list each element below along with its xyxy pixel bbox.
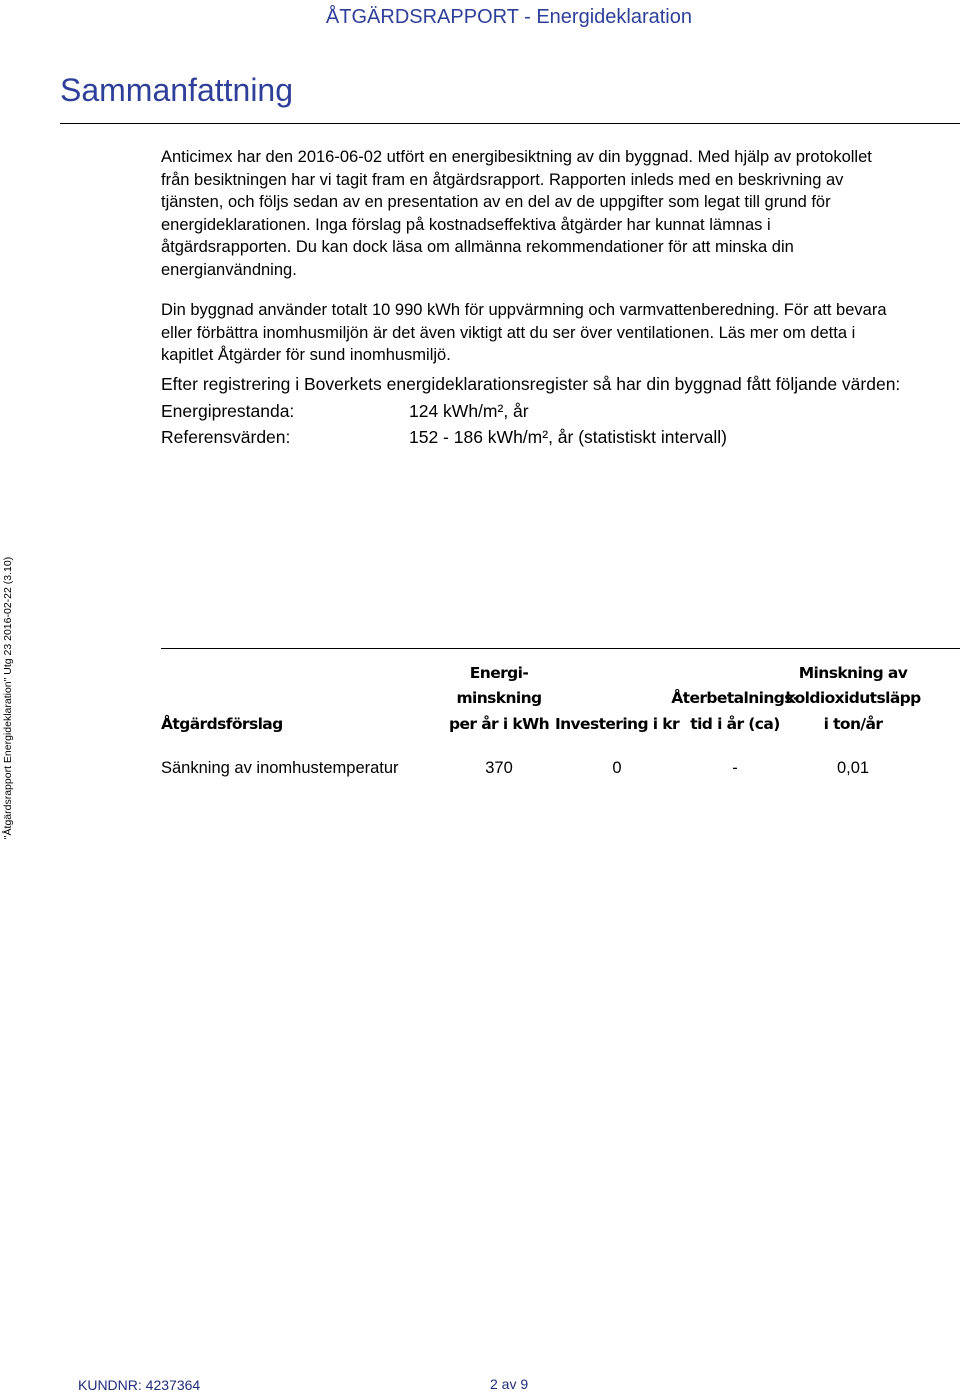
energiprestanda-value: 124 kWh/m², år (409, 401, 529, 421)
paragraph-line: kapitlet Åtgärder för sund inomhusmiljö. (161, 346, 451, 364)
title-divider (60, 123, 960, 124)
side-document-label: "Åtgärdsrapport Energideklaration" Utg 23 2016-02-22 (3.10) (2, 556, 14, 840)
registry-lead-text: Efter registrering i Boverkets energideklarationsregister så har din byggnad fått följande värden: (161, 374, 901, 394)
header-energy-line1: Energi- (469, 664, 529, 682)
paragraph-line: energideklarationen. Inga förslag på kostnadseffektiva åtgärder har kunnat lämnas i (161, 215, 771, 234)
header-energy-line3: per år i kWh (448, 715, 550, 733)
cell-energy: 370 (485, 759, 513, 777)
paragraph-line: Din byggnad använder totalt 10 990 kWh för uppvärmning och varmvattenberedning. För att bevara (161, 301, 887, 319)
header-measure: Åtgärdsförslag (161, 715, 283, 733)
paragraph-energy-use (161, 299, 960, 367)
header-investment: Investering i kr (554, 715, 680, 733)
cell-payback: - (732, 759, 738, 777)
paragraph-line: åtgärdsrapporten. Du kan dock läsa om allmänna rekommendationer för att minska din (161, 238, 794, 256)
paragraph-line: tjänsten, och följs sedan av en presentation av en del av de uppgifter som legat till grund för (161, 193, 831, 211)
header-co2-line2: koldioxidutsläpp (785, 689, 921, 707)
cell-investment: 0 (612, 759, 622, 777)
section-title: Sammanfattning (60, 72, 294, 108)
header-payback-line2: tid i år (ca) (690, 715, 780, 733)
paragraph-line: eller förbättra inomhusmiljön är det även viktigt att du ser över ventilationen. Läs mer om detta i (161, 323, 856, 342)
header-co2-line3: i ton/år (823, 715, 883, 733)
footer-page-number: 2 av 9 (490, 1376, 529, 1392)
footer-customer-number: KUNDNR: 4237364 (78, 1377, 201, 1393)
paragraph-line: energianvändning. (161, 260, 297, 279)
energiprestanda-label: Energiprestanda: (161, 401, 295, 421)
cell-co2: 0,01 (836, 759, 870, 777)
report-header-title: ÅTGÄRDSRAPPORT - Energideklaration (325, 6, 692, 28)
referens-label: Referensvärden: (161, 427, 291, 447)
paragraph-line: från besiktningen har vi tagit fram en åtgärdsrapport. Rapporten inleds med en beskrivning av (161, 170, 844, 189)
referens-value: 152 - 186 kWh/m², år (statistiskt intervall) (409, 427, 727, 447)
cell-measure: Sänkning av inomhustemperatur (161, 759, 399, 777)
header-energy-line2: minskning (456, 689, 542, 707)
header-co2-line1: Minskning av (798, 664, 908, 682)
table-top-rule (161, 648, 960, 649)
header-payback-line1: Återbetalnings- (671, 689, 799, 707)
paragraph-summary (161, 146, 960, 281)
paragraph-line: Anticimex har den 2016-06-02 utfört en energibesiktning av din byggnad. Med hjälp av protokollet (161, 148, 872, 166)
